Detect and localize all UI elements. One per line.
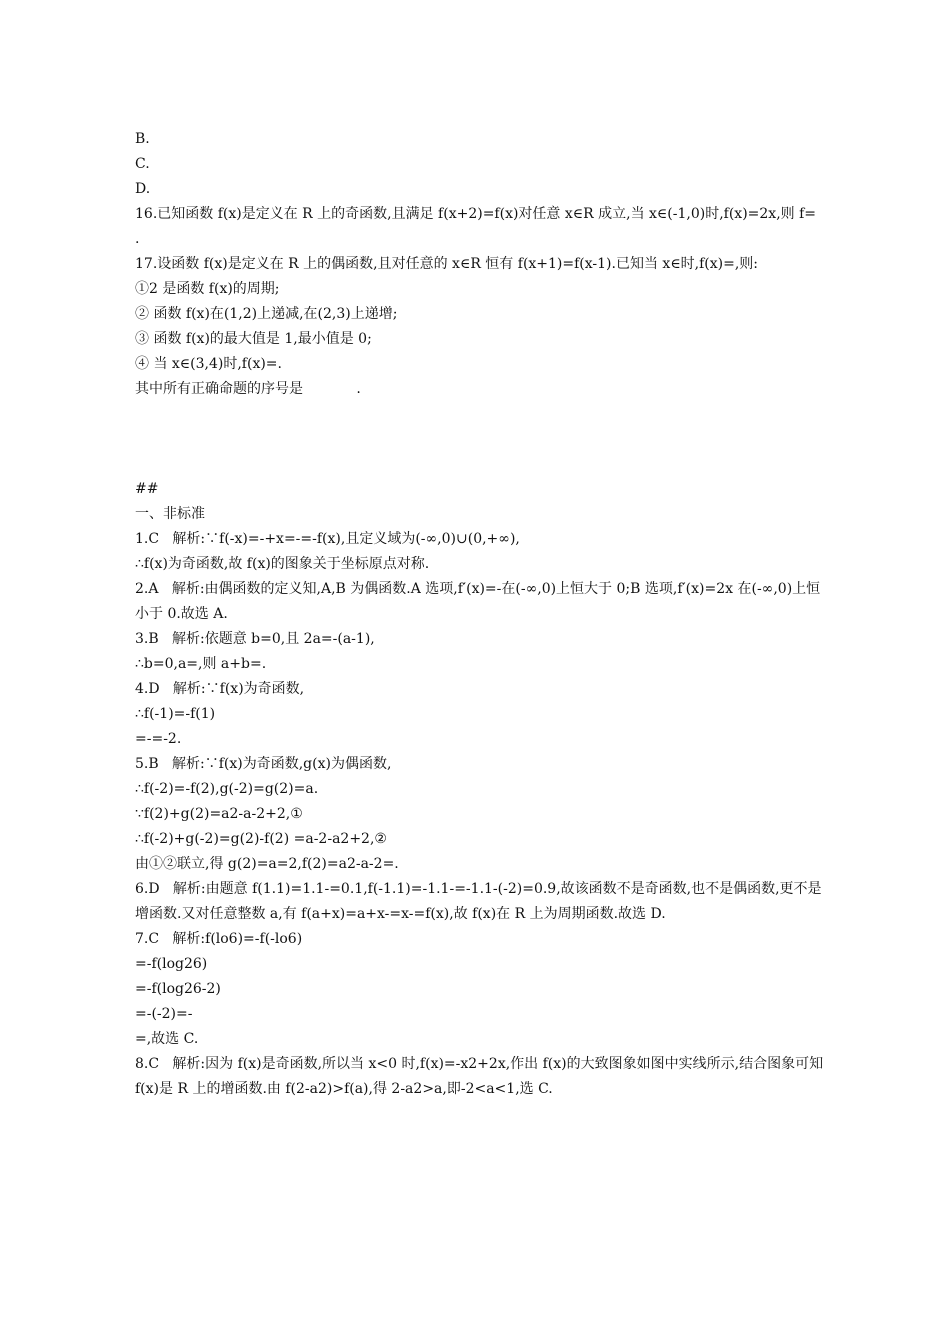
- answer-7-step-4: =,故选 C.: [135, 1031, 199, 1047]
- section-gap: [135, 402, 825, 477]
- answer-8: 8.C 解析:因为 f(x)是奇函数,所以当 x<0 时,f(x)=-x2+2x,作出 f(x)的大致图象如图中实线所示,结合图象可知 f(x)是 R 上的增函数.由 f(2-a2)>f(a),得 2-a2>a,即-2<a<1,选 C.: [135, 1056, 828, 1097]
- answer-4: 4.D 解析:∵f(x)为奇函数,: [135, 681, 305, 697]
- statement-1: ①2 是函数 f(x)的周期;: [135, 281, 280, 297]
- answer-5-step-1: ∴f(-2)=-f(2),g(-2)=g(2)=a.: [135, 781, 319, 797]
- questions-section: [135, 127, 865, 402]
- statement-2: ② 函数 f(x)在(1,2)上递减,在(2,3)上递增;: [135, 306, 398, 322]
- document-page: [135, 127, 865, 1102]
- answer-1: 1.C 解析:∵f(-x)=-+x=-=-f(x),且定义域为(-∞,0)∪(0,+∞),: [135, 531, 520, 547]
- statement-3: ③ 函数 f(x)的最大值是 1,最小值是 0;: [135, 331, 372, 347]
- answers-heading-marker: ##: [135, 481, 159, 497]
- question-17: 17.设函数 f(x)是定义在 R 上的偶函数,且对任意的 x∈R 恒有 f(x+1)=f(x-1).已知当 x∈时,f(x)=,则:: [135, 256, 759, 272]
- answer-4-step-1: ∴f(-1)=-f(1): [135, 706, 216, 722]
- option-d: D.: [135, 181, 151, 197]
- answer-7-step-3: =-(-2)=-: [135, 1006, 193, 1022]
- answer-3: 3.B 解析:依题意 b=0,且 2a=-(a-1),: [135, 631, 375, 647]
- answer-5-step-2: ∵f(2)+g(2)=a2-a-2+2,①: [135, 806, 303, 822]
- answer-2: 2.A 解析:由偶函数的定义知,A,B 为偶函数.A 选项,f′(x)=-在(-∞,0)上恒大于 0;B 选项,f′(x)=2x 在(-∞,0)上恒小于 0.故选 A.: [135, 581, 821, 622]
- answer-4-step-2: =-=-2.: [135, 731, 182, 747]
- option-c: C.: [135, 156, 150, 172]
- answer-3-cont: ∴b=0,a=,则 a+b=.: [135, 656, 267, 672]
- answer-7-step-2: =-f(log26-2): [135, 981, 221, 997]
- answer-6: 6.D 解析:由题意 f(1.1)=1.1-=0.1,f(-1.1)=-1.1-=-1.1-(-2)=0.9,故该函数不是奇函数,也不是偶函数,更不是增函数.又对任意整数 a,有 f(a+x)=a+x-=x-=f(x),故 f(x)在 R 上为周期函数.故选 D.: [135, 881, 822, 922]
- answer-5-step-4: 由①②联立,得 g(2)=a=2,f(2)=a2-a-2=.: [135, 856, 399, 872]
- answer-7-step-1: =-f(log26): [135, 956, 208, 972]
- statement-4: ④ 当 x∈(3,4)时,f(x)=.: [135, 356, 282, 372]
- answer-5-step-3: ∴f(-2)+g(-2)=g(2)-f(2) =a-2-a2+2,②: [135, 831, 387, 847]
- question-17-prompt: 其中所有正确命题的序号是 .: [135, 381, 361, 397]
- question-16: 16.已知函数 f(x)是定义在 R 上的奇函数,且满足 f(x+2)=f(x)对任意 x∈R 成立,当 x∈(-1,0)时,f(x)=2x,则 f= .: [135, 206, 865, 247]
- answers-section: [135, 477, 828, 1102]
- answer-5: 5.B 解析:∵f(x)为奇函数,g(x)为偶函数,: [135, 756, 392, 772]
- answer-7: 7.C 解析:f(lo6)=-f(-lo6): [135, 931, 303, 947]
- answers-section-title: 一、非标准: [135, 506, 205, 522]
- answer-1-cont: ∴f(x)为奇函数,故 f(x)的图象关于坐标原点对称.: [135, 556, 430, 572]
- option-b: B.: [135, 131, 150, 147]
